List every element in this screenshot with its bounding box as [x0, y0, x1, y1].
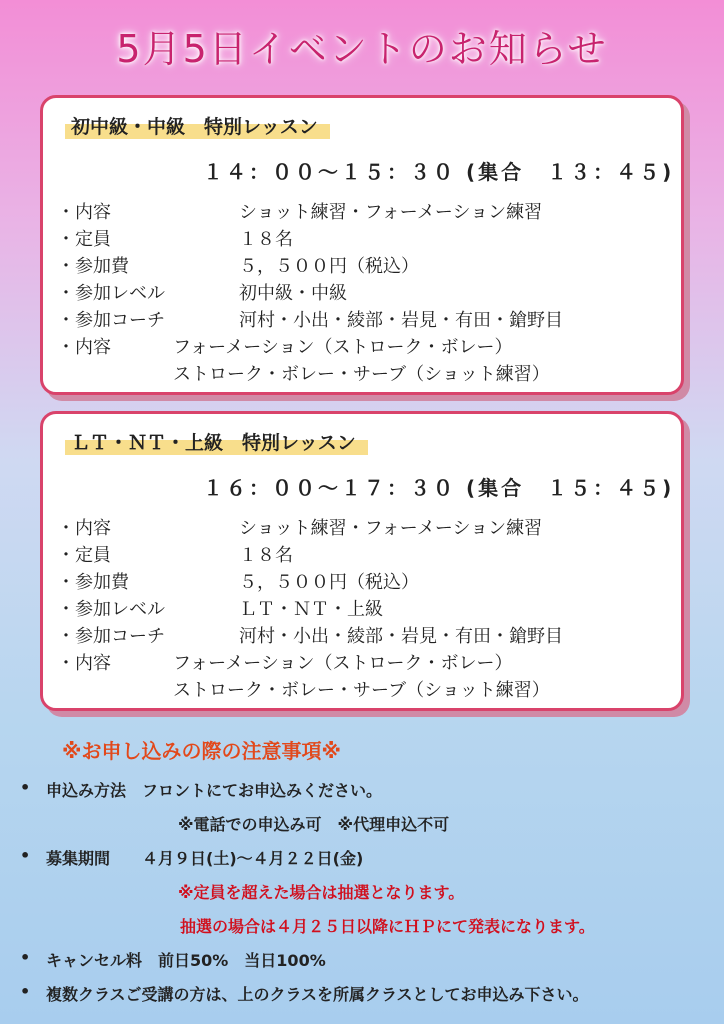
detail-row	[57, 306, 677, 333]
detail-label: ・内容	[57, 202, 111, 223]
lesson-details	[57, 514, 677, 703]
lesson-heading: 初中級・中級 特別レッスン	[65, 112, 330, 139]
detail-value: フォーメーション（ストローク・ボレー）	[173, 337, 513, 358]
detail-value: 河村・小出・綾部・岩見・有田・鎗野目	[239, 626, 563, 647]
notice-list	[20, 778, 720, 1016]
detail-row	[57, 279, 677, 306]
notice-subline	[20, 880, 720, 914]
detail-value: ５，５００円（税込）	[239, 572, 419, 593]
lesson-card-1	[40, 95, 684, 395]
detail-label: ・参加レベル	[57, 283, 165, 304]
lesson-details	[57, 198, 677, 387]
lesson-time: １６：００～１７：３０ (集合 １５：４５)	[203, 476, 675, 500]
detail-label: ・内容	[57, 518, 111, 539]
detail-row	[57, 514, 677, 541]
notice-item-method	[20, 778, 720, 812]
detail-value: ショット練習・フォーメーション練習	[239, 518, 543, 539]
notice-heading: ※お申し込みの際の注意事項※	[62, 739, 341, 763]
detail-row	[57, 541, 677, 568]
detail-label: ・参加コーチ	[57, 626, 165, 647]
lesson-heading: ＬＴ・ＮＴ・上級 特別レッスン	[65, 428, 368, 455]
notice-text: 申込み方法 フロントにてお申込みください。	[46, 781, 383, 800]
detail-row-continued: ストローク・ボレー・サーブ（ショット練習）	[173, 680, 550, 701]
notice-item-cancel	[20, 948, 720, 982]
detail-label: ・定員	[57, 229, 111, 250]
lesson-time: １４：００～１５：３０ (集合 １３：４５)	[203, 160, 675, 184]
detail-value: 河村・小出・綾部・岩見・有田・鎗野目	[239, 310, 563, 331]
detail-row	[57, 225, 677, 252]
detail-label: ・参加費	[57, 572, 129, 593]
notice-text: 募集期間 ４月９日(土)～４月２２日(金)	[46, 849, 364, 868]
detail-value: 初中級・中級	[239, 283, 347, 304]
detail-value: ５，５００円（税込）	[239, 256, 419, 277]
bullet: •	[20, 778, 31, 797]
notice-text: キャンセル料 前日50% 当日100%	[46, 951, 326, 970]
detail-label: ・内容	[57, 653, 111, 674]
detail-row-continued: ストローク・ボレー・サーブ（ショット練習）	[173, 364, 550, 385]
detail-label: ・参加コーチ	[57, 310, 165, 331]
detail-value: ＬＴ・ＮＴ・上級	[239, 599, 383, 620]
notice-warning: 抽選の場合は４月２５日以降にＨＰにて発表になります。	[180, 917, 595, 936]
detail-value: １８名	[239, 229, 293, 250]
detail-row	[57, 649, 677, 676]
detail-row	[57, 333, 677, 360]
detail-label: ・内容	[57, 337, 111, 358]
detail-row	[57, 568, 677, 595]
detail-row	[57, 198, 677, 225]
notice-item-period	[20, 846, 720, 880]
detail-value: ショット練習・フォーメーション練習	[239, 202, 543, 223]
bullet: •	[20, 948, 31, 967]
detail-value: フォーメーション（ストローク・ボレー）	[173, 653, 513, 674]
notice-warning: ※定員を超えた場合は抽選となります。	[178, 883, 465, 902]
bullet: •	[20, 982, 31, 1001]
detail-row	[57, 622, 677, 649]
detail-label: ・参加レベル	[57, 599, 165, 620]
detail-value: １８名	[239, 545, 293, 566]
detail-row	[57, 252, 677, 279]
lesson-card-2	[40, 411, 684, 711]
bullet: •	[20, 846, 31, 865]
notice-subline	[20, 914, 720, 948]
page-title: 5月5日イベントのお知らせ	[116, 27, 608, 71]
notice-note: ※電話での申込み可 ※代理申込不可	[178, 815, 450, 834]
detail-label: ・参加費	[57, 256, 129, 277]
notice-subline	[20, 812, 720, 846]
detail-label: ・定員	[57, 545, 111, 566]
detail-row	[57, 595, 677, 622]
notice-text: 複数クラスご受講の方は、上のクラスを所属クラスとしてお申込み下さい。	[46, 985, 589, 1004]
notice-item-multi	[20, 982, 720, 1016]
